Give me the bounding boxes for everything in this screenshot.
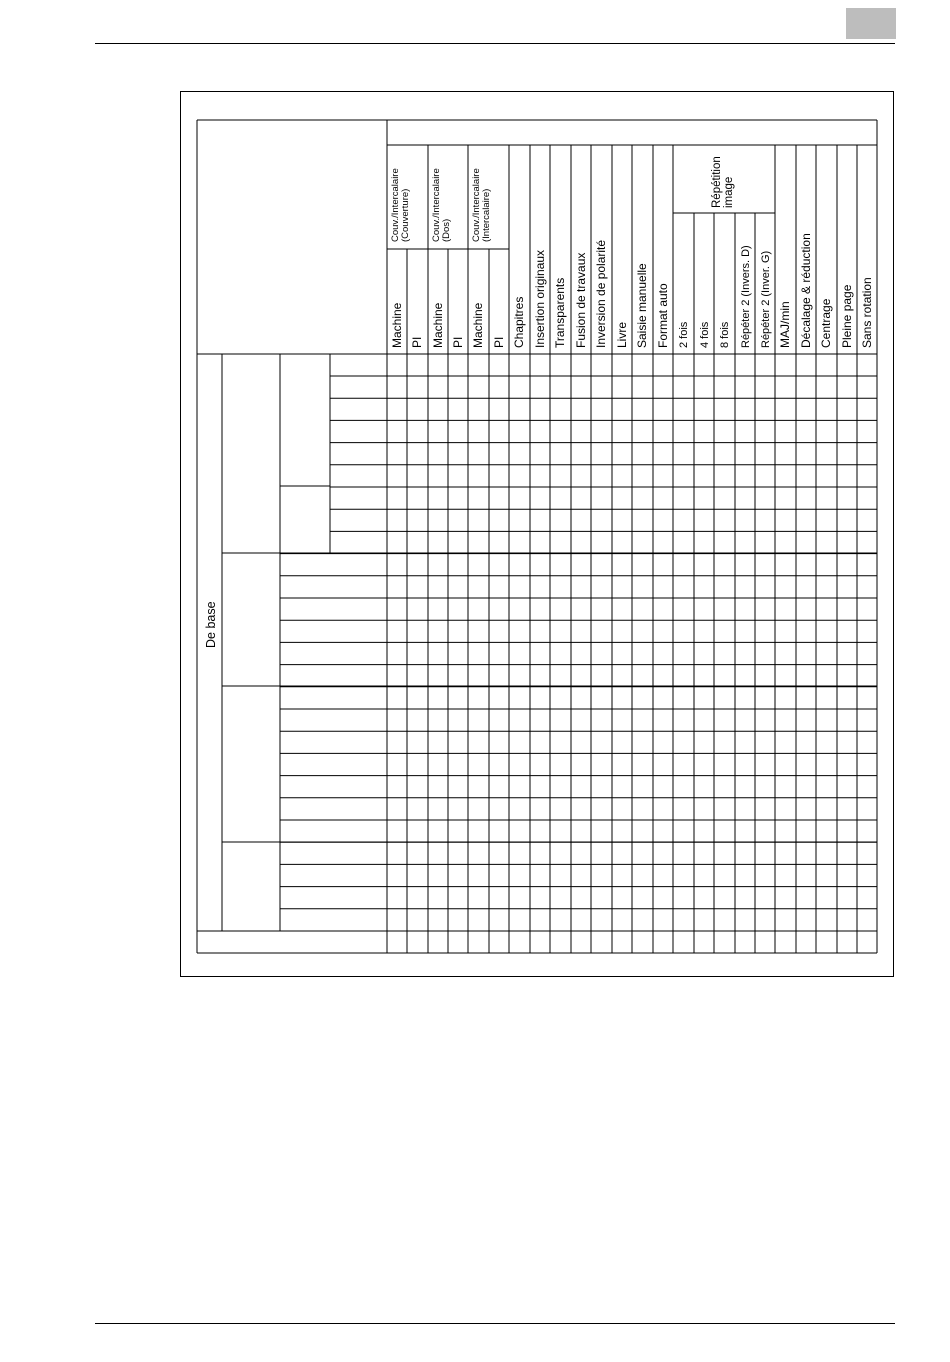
column-label-cover_couv-pi: PI [410,336,424,348]
column-label-cover_dos-pi: PI [451,336,465,348]
column-label-b-2: Décalage & réduction [799,233,813,348]
column-label-repetition-1: 2 fois [678,321,690,348]
column-label-b-3: Centrage [819,298,833,348]
column-label-8: Format auto [656,283,670,348]
repetition-group-label: image [723,176,736,208]
column-label-b-4: Pleine page [840,284,854,348]
column-label-cover_dos-machine: Machine [431,302,445,348]
section-label-cover_dos: Couv./Intercalaire [431,168,442,242]
column-label-6: Livre [615,321,629,348]
section-label-cover_couv: Couv./Intercalaire [390,168,401,242]
column-label-7: Saisie manuelle [635,263,649,348]
row-group-label-de-base: De base [204,601,218,648]
column-label-b-5: Sans rotation [860,277,874,348]
column-label-cover_inter-pi: PI [492,336,506,348]
section-label-cover_inter: Couv./Intercalaire [471,168,482,242]
column-label-2: Insertion originaux [533,249,547,348]
column-label-repetition-3: 8 fois [719,321,731,348]
column-label-1: Chapitres [512,296,526,348]
repetition-group-label: Répétition [711,156,723,208]
column-label-repetition-4: Répéter 2 (Invers. D) [740,245,752,348]
column-label-3: Transparents [553,277,567,348]
column-label-repetition-5: Répéter 2 (Inver. G) [760,250,772,348]
column-label-cover_inter-machine: Machine [471,302,485,348]
column-label-repetition-2: 4 fois [699,321,711,348]
section-label-cover_couv: (Couverture) [399,188,411,242]
column-label-b-1: MAJ/min [778,301,792,348]
section-label-cover_inter: (Intercalaire) [480,188,492,242]
column-label-5: Inversion de polarité [594,239,608,348]
section-label-cover_dos: (Dos) [440,218,452,242]
column-label-cover_couv-machine: Machine [390,302,404,348]
column-label-4: Fusion de travaux [574,252,588,348]
